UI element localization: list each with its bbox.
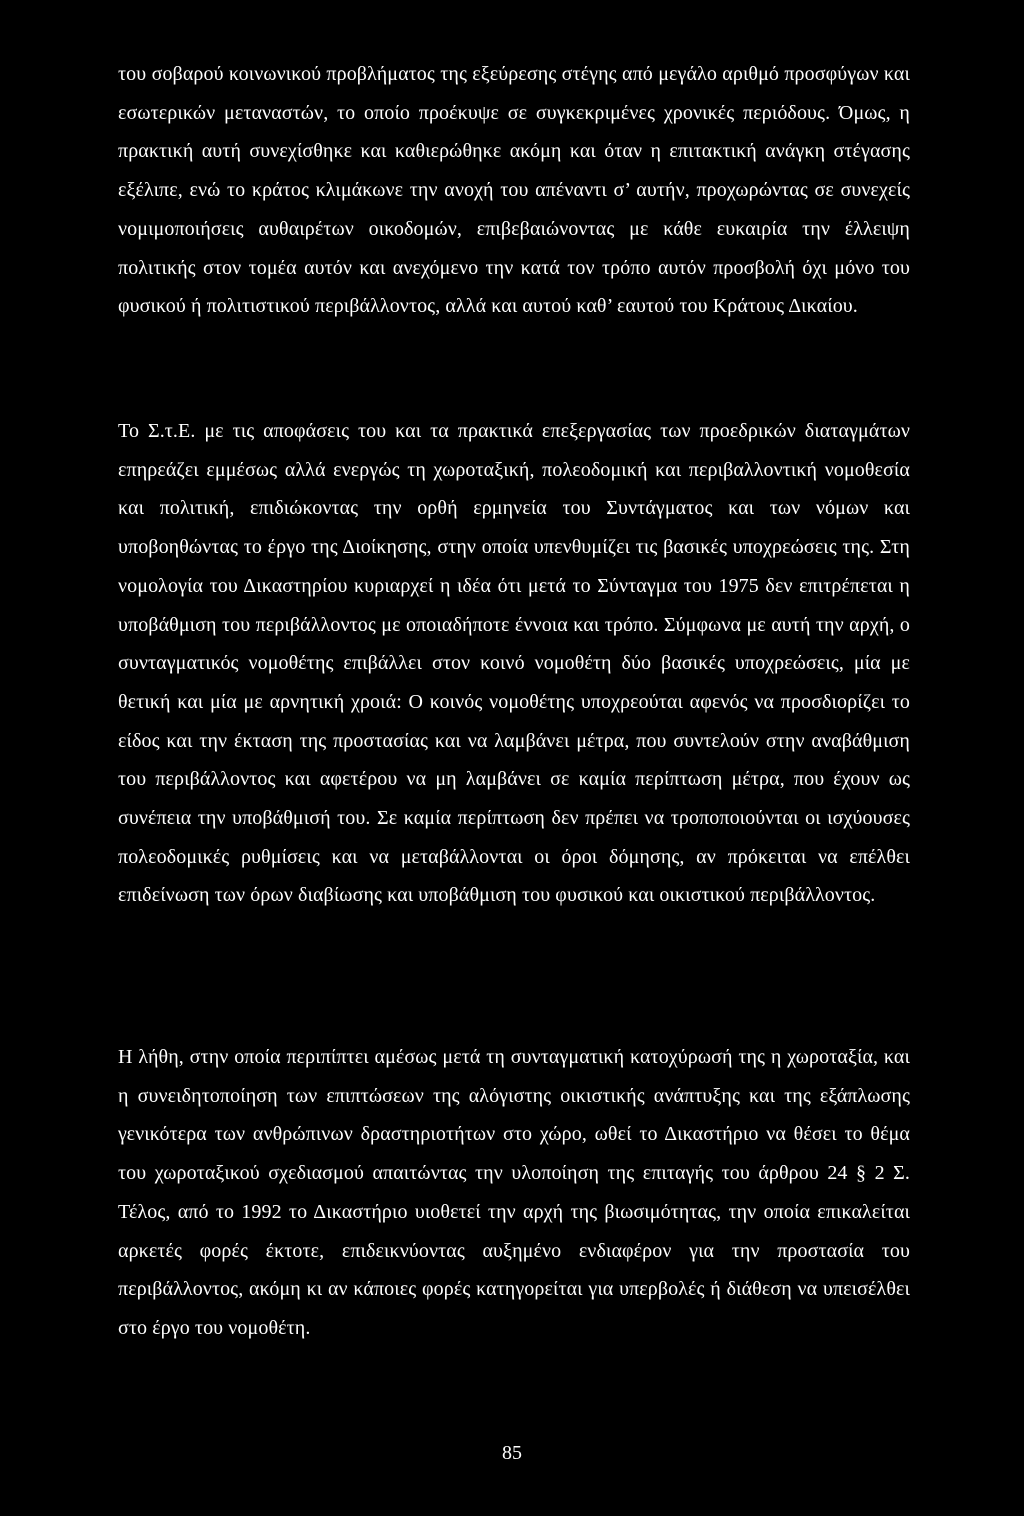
page-number: 85 (502, 1442, 522, 1464)
paragraph-1: του σοβαρού κοινωνικού προβλήματος της εξεύρεσης στέγης από μεγάλο αριθμό προσφύγων και εσωτερικών μεταναστών, το οποίο προέκυψε σε συγκεκριμένες χρονικές περιόδους. Όμως, η πρακτική αυτή συνεχίσθηκε και καθιερώθηκε ακόμη και όταν η επιτακτική ανάγκη στέγασης εξέλιπε, ενώ το κράτος κλιμάκωνε την ανοχή του απέναντι σ’ αυτήν, προχωρώντας σε συνεχείς νομιμοποιήσεις αυθαιρέτων οικοδομών, επιβεβαιώνοντας με κάθε ευκαιρία την έλλειψη πολιτικής στον τομέα αυτόν και ανεχόμενο την κατά τον τρόπο αυτόν προσβολή όχι μόνο του φυσικού ή πολιτιστικού περιβάλλοντος, αλλά και αυτού καθ’ εαυτού του Κράτους Δικαίου. (118, 63, 910, 318)
paragraph-2: Το Σ.τ.Ε. με τις αποφάσεις του και τα πρακτικά επεξεργασίας των προεδρικών διαταγμάτων επηρεάζει εμμέσως αλλά ενεργώς τη χωροταξική, πολεοδομική και περιβαλλοντική νομοθεσία και πολιτική, επιδιώκοντας την ορθή ερμηνεία του Συντάγματος και των νόμων και υποβοηθώντας το έργο της Διοίκησης, στην οποία υπενθυμίζει τις βασικές υποχρεώσεις της. Στη νομολογία του Δικαστηρίου κυριαρχεί η ιδέα ότι μετά το Σύνταγμα του 1975 δεν επιτρέπεται η υποβάθμιση του περιβάλλοντος με οποιαδήποτε έννοια και τρόπο. Σύμφωνα με αυτή την αρχή, ο συνταγματικός νομοθέτης επιβάλλει στον κοινό νομοθέτη δύο βασικές υποχρεώσεις, μία με θετική και μία με αρνητική χροιά: Ο κοινός νομοθέτης υποχρεούται αφενός να προσδιορίζει το είδος και την έκταση της προστασίας και να λαμβάνει μέτρα, που συντελούν στην αναβάθμιση του περιβάλλοντος και αφετέρου να μη λαμβάνει σε καμία περίπτωση μέτρα, που έχουν ως συνέπεια την υποβάθμισή του. Σε καμία περίπτωση δεν πρέπει να τροποποιούνται οι ισχύουσες πολεοδομικές ρυθμίσεις και να μεταβάλλονται οι όροι δόμησης, αν πρόκειται να επέλθει επιδείνωση των όρων διαβίωσης και υποβάθμιση του φυσικού και οικιστικού περιβάλλοντος. (118, 420, 910, 907)
paragraph-3: Η λήθη, στην οποία περιπίπτει αμέσως μετά τη συνταγματική κατοχύρωσή της η χωροταξία, και η συνειδητοποίηση των επιπτώσεων της αλόγιστης οικιστικής ανάπτυξης και της εξάπλωσης γενικότερα των ανθρώπινων δραστηριοτήτων στο χώρο, ωθεί το Δικαστήριο να θέσει το θέμα του χωροταξικού σχεδιασμού απαιτώντας την υλοποίηση της επιταγής του άρθρου 24 § 2 Σ. Τέλος, από το 1992 το Δικαστήριο υιοθετεί την αρχή της βιωσιμότητας, την οποία επικαλείται αρκετές φορές έκτοτε, επιδεικνύοντας αυξημένο ενδιαφέρον για την προστασία του περιβάλλοντος, ακόμη κι αν κάποιες φορές κατηγορείται για υπερβολές ή διάθεση να υπεισέλθει στο έργο του νομοθέτη. (118, 1046, 910, 1339)
